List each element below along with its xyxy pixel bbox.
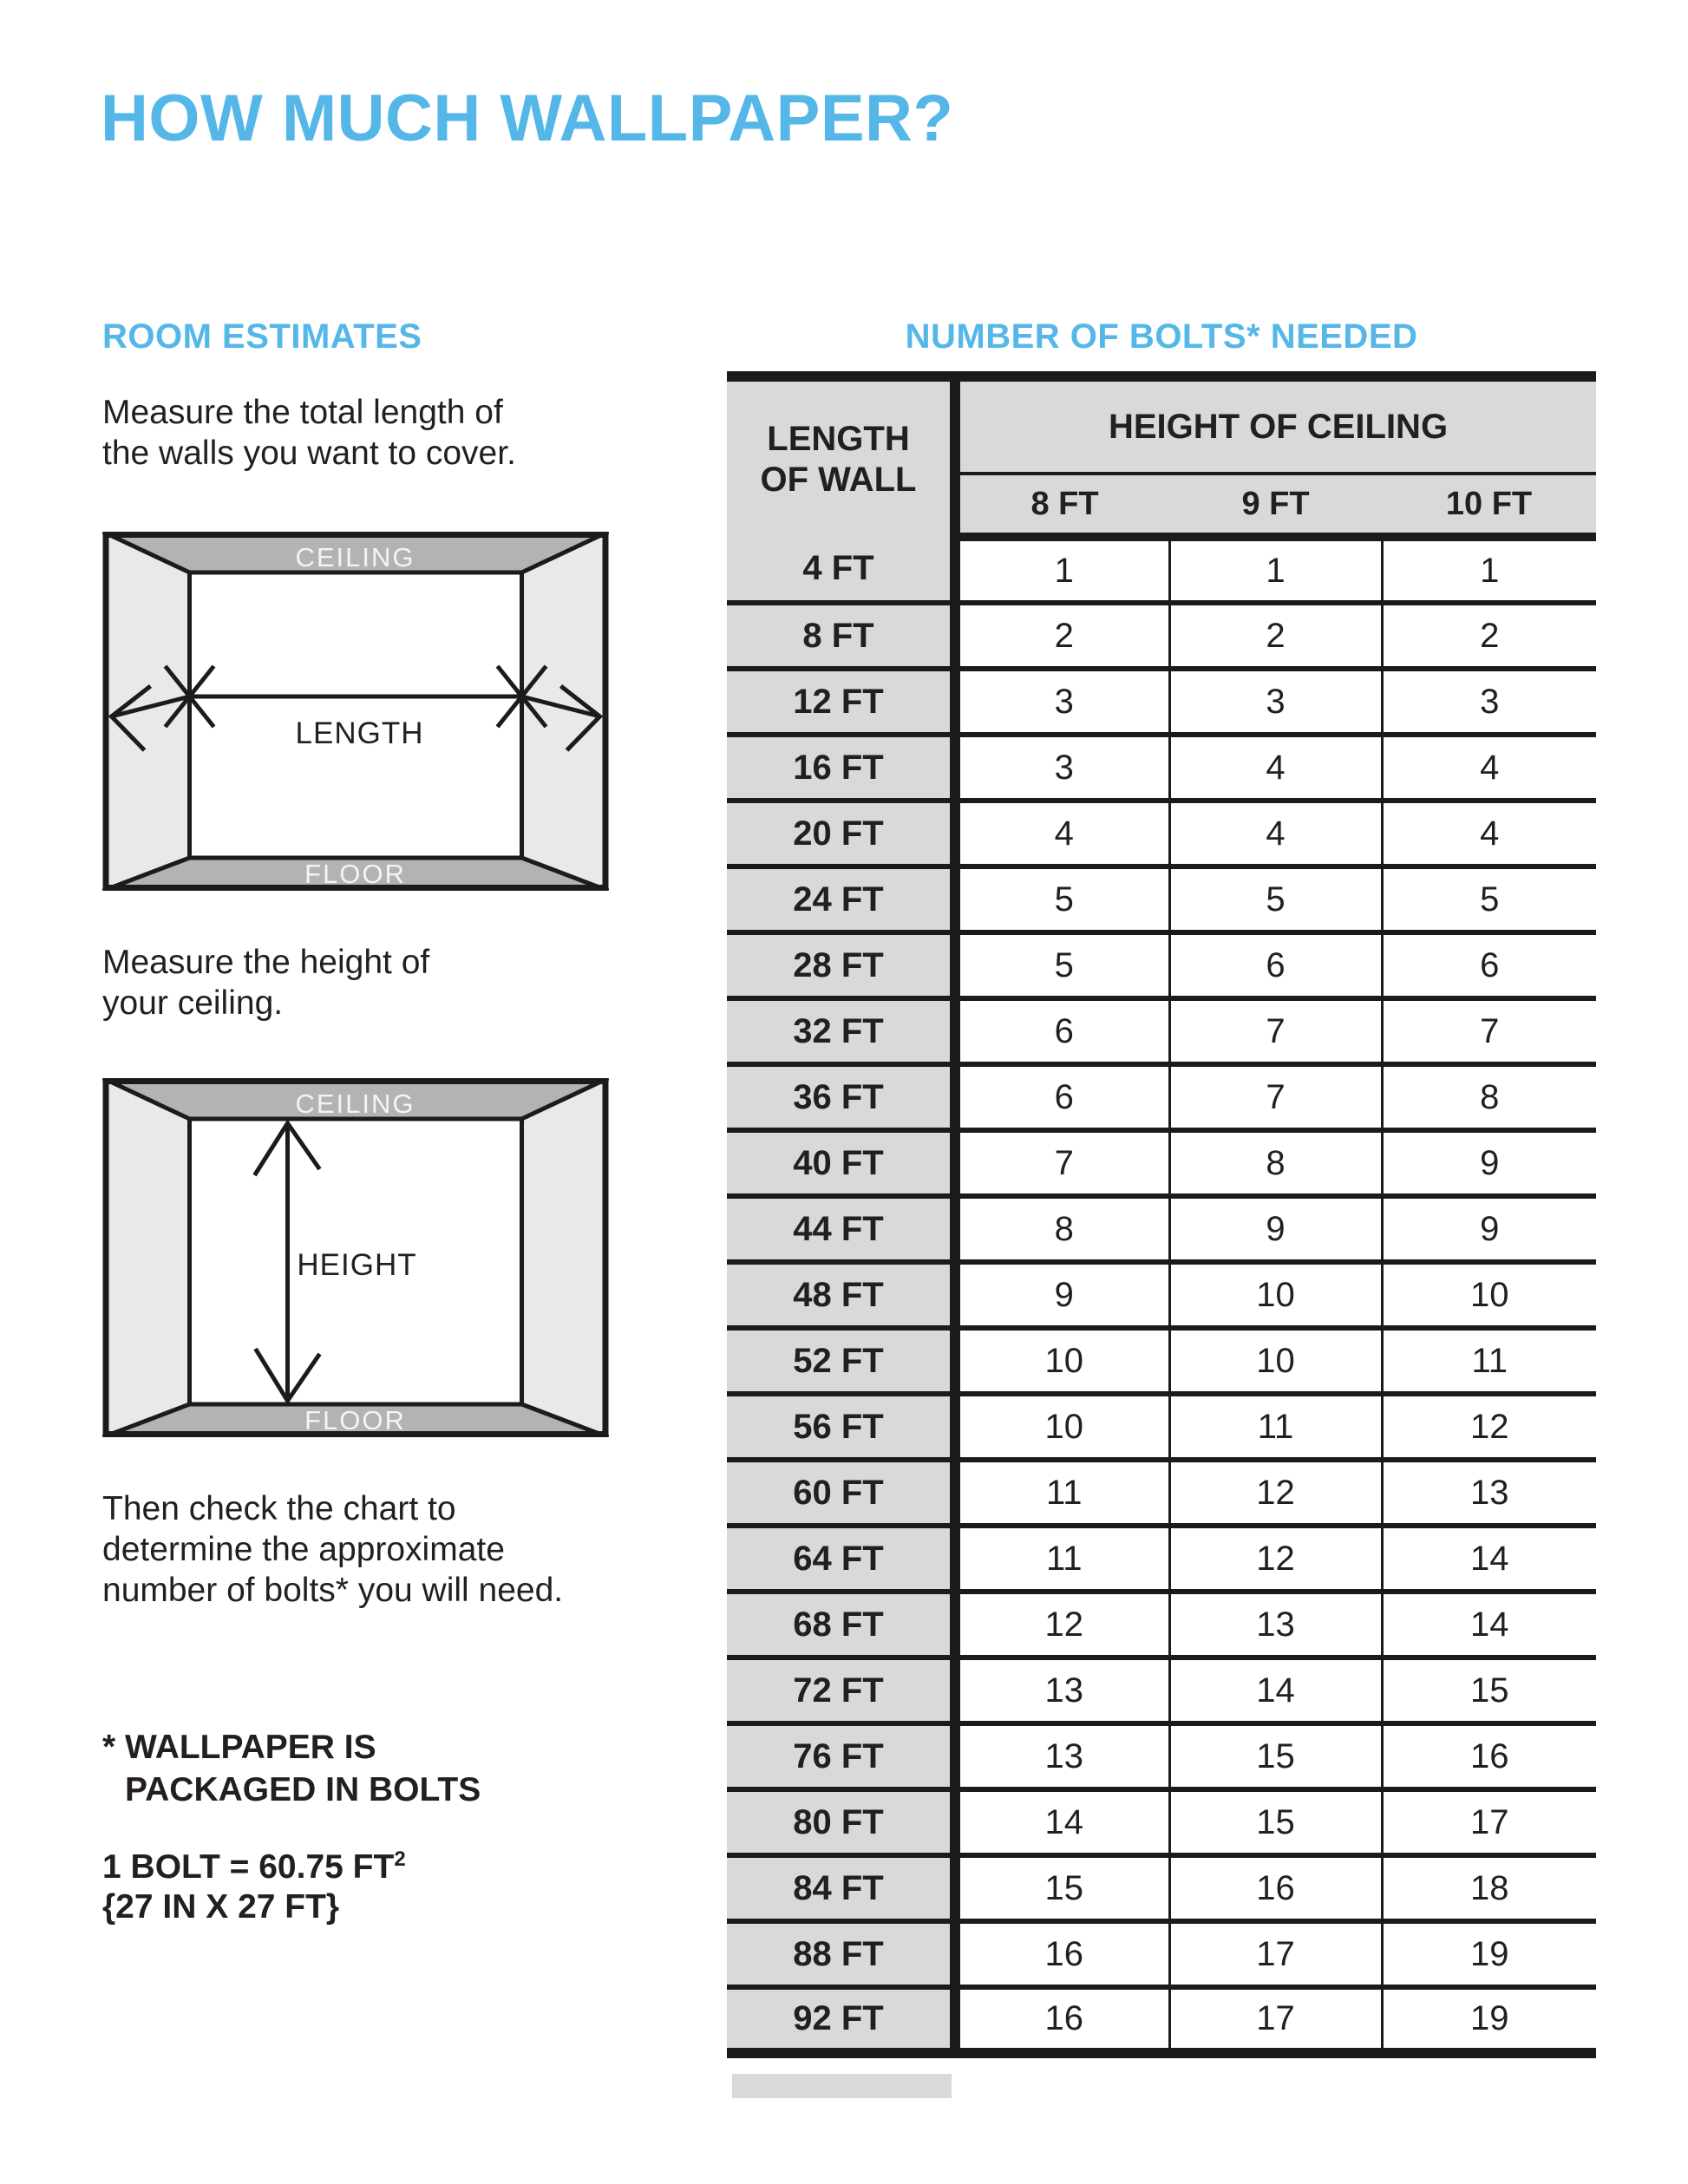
table-row: [727, 1394, 1596, 1460]
table-row: [727, 801, 1596, 866]
bolt-definition: [102, 1847, 406, 1927]
bolt-count-cell: 5: [955, 866, 1169, 932]
table-row: [727, 537, 1596, 603]
row-length-label: 24 FT: [727, 866, 955, 932]
bolt-count-cell: 1: [955, 537, 1169, 603]
footnote-line-2: PACKAGED IN BOLTS: [125, 1771, 481, 1808]
table-row: [727, 1658, 1596, 1723]
bolt-count-cell: 15: [1169, 1789, 1382, 1855]
table-row: [727, 1592, 1596, 1658]
bolt-count-cell: 1: [1169, 537, 1382, 603]
bolt-count-cell: 5: [955, 932, 1169, 998]
bolt-count-cell: 11: [955, 1460, 1169, 1526]
bolt-count-cell: 11: [1169, 1394, 1382, 1460]
table-row: [727, 998, 1596, 1064]
header-ceiling-8ft: 8 FT: [955, 474, 1169, 537]
header-ceiling-9ft: 9 FT: [1169, 474, 1382, 537]
diagram-right-wall-face: [522, 1078, 609, 1437]
bolt-count-cell: 17: [1169, 1987, 1382, 2053]
bolts-table-wrap: [727, 371, 1596, 2058]
bolt-count-cell: 13: [1169, 1592, 1382, 1658]
bolt-count-cell: 6: [955, 1064, 1169, 1130]
bolt-count-cell: 4: [955, 801, 1169, 866]
bolt-count-cell: 3: [1382, 669, 1596, 735]
room-diagram-length: [102, 532, 609, 891]
bolt-count-cell: 11: [1382, 1328, 1596, 1394]
bolt-count-cell: 18: [1382, 1855, 1596, 1921]
table-row: [727, 1723, 1596, 1789]
bolt-count-cell: 8: [1169, 1130, 1382, 1196]
instruction-step-3-line-1: Then check the chart to: [102, 1490, 456, 1527]
bolt-count-cell: 19: [1382, 1987, 1596, 2053]
bolt-count-cell: 4: [1382, 801, 1596, 866]
bolt-count-cell: 13: [1382, 1460, 1596, 1526]
row-length-label: 20 FT: [727, 801, 955, 866]
diagram-ceiling-label: CEILING: [295, 1089, 415, 1119]
bolt-count-cell: 12: [1169, 1526, 1382, 1592]
bolt-count-cell: 1: [1382, 537, 1596, 603]
table-row: [727, 1262, 1596, 1328]
bolt-count-cell: 13: [955, 1723, 1169, 1789]
diagram-floor-label: FLOOR: [304, 1405, 406, 1435]
table-row: [727, 735, 1596, 801]
bolt-count-cell: 7: [1169, 1064, 1382, 1130]
bolt-count-cell: 10: [955, 1328, 1169, 1394]
row-length-label: 84 FT: [727, 1855, 955, 1921]
instruction-step-1-line-2: the walls you want to cover.: [102, 435, 516, 472]
row-length-label: 56 FT: [727, 1394, 955, 1460]
instruction-step-3-line-3: number of bolts* you will need.: [102, 1572, 564, 1609]
bolt-count-cell: 15: [1382, 1658, 1596, 1723]
header-length-of-wall: [727, 376, 955, 537]
footnote-asterisk: *: [102, 1729, 116, 1766]
bolt-count-cell: 19: [1382, 1921, 1596, 1987]
bolt-count-cell: 15: [955, 1855, 1169, 1921]
row-length-label: 36 FT: [727, 1064, 955, 1130]
table-row: [727, 669, 1596, 735]
bolt-count-cell: 9: [955, 1262, 1169, 1328]
bolt-count-cell: 2: [1382, 603, 1596, 669]
row-length-label: 4 FT: [727, 537, 955, 603]
bolt-count-cell: 7: [955, 1130, 1169, 1196]
bolt-count-cell: 17: [1382, 1789, 1596, 1855]
instruction-step-2-line-1: Measure the height of: [102, 944, 430, 981]
row-length-label: 16 FT: [727, 735, 955, 801]
bolt-formula-exponent: 2: [394, 1847, 406, 1871]
bolt-count-cell: 2: [1169, 603, 1382, 669]
row-length-label: 32 FT: [727, 998, 955, 1064]
bolt-count-cell: 16: [1044, 1999, 1083, 2037]
bolt-count-cell: 16: [955, 1921, 1169, 1987]
bolt-dimensions-text: {27 IN X 27 FT}: [102, 1888, 340, 1926]
diagram-length-label: LENGTH: [295, 716, 424, 750]
table-row: [727, 1987, 1596, 2053]
room-diagram-height: [102, 1078, 609, 1437]
row-length-label: 48 FT: [727, 1262, 955, 1328]
header-length-of-wall-line-1: LENGTH: [767, 419, 910, 458]
instruction-step-2-line-2: your ceiling.: [102, 984, 284, 1022]
diagram-height-label: HEIGHT: [297, 1248, 417, 1282]
table-header-row-1: [727, 376, 1596, 474]
bolt-count-cell: 14: [1382, 1526, 1596, 1592]
table-row: [727, 1921, 1596, 1987]
bolt-count-cell: 4: [1169, 735, 1382, 801]
bolt-count-cell: 5: [1169, 866, 1382, 932]
bolt-count-cell: 10: [955, 1394, 1169, 1460]
table-row: [727, 1130, 1596, 1196]
bolt-formula-text: 1 BOLT = 60.75 FT: [102, 1848, 395, 1886]
diagram-ceiling-label: CEILING: [295, 542, 415, 572]
bolt-count-cell: 10: [1169, 1262, 1382, 1328]
row-length-label: 60 FT: [727, 1460, 955, 1526]
bolt-count-cell: 9: [1382, 1196, 1596, 1262]
instruction-step-3-line-2: determine the approximate: [102, 1531, 505, 1568]
bolt-count-cell: 6: [955, 998, 1169, 1064]
bolt-count-cell: 2: [955, 603, 1169, 669]
diagram-back-wall: [190, 572, 522, 858]
instruction-step-1-line-1: Measure the total length of: [102, 394, 503, 431]
bolt-count-cell: 12: [1169, 1460, 1382, 1526]
row-length-label: 72 FT: [727, 1658, 955, 1723]
bolt-count-cell: 6: [1382, 932, 1596, 998]
section-heading-room-estimates: ROOM ESTIMATES: [102, 317, 422, 356]
bolt-count-cell: 3: [955, 669, 1169, 735]
table-row: [727, 1855, 1596, 1921]
row-length-label: 12 FT: [727, 669, 955, 735]
bolt-count-cell: 17: [1169, 1921, 1382, 1987]
table-heading: NUMBER OF BOLTS* NEEDED: [905, 317, 1418, 356]
table-row: [727, 1328, 1596, 1394]
page-title: HOW MUCH WALLPAPER?: [101, 82, 954, 155]
bolt-count-cell: 8: [1382, 1064, 1596, 1130]
bolt-count-cell: 11: [955, 1526, 1169, 1592]
bolt-count-cell: 6: [1169, 932, 1382, 998]
table-row: [727, 1064, 1596, 1130]
bolt-count-cell: 7: [1382, 998, 1596, 1064]
row-length-label: 44 FT: [727, 1196, 955, 1262]
table-row: [727, 1196, 1596, 1262]
bolt-count-cell: 12: [955, 1592, 1169, 1658]
row-length-label: 80 FT: [727, 1789, 955, 1855]
bolt-count-cell: 14: [955, 1789, 1169, 1855]
bolt-count-cell: 10: [1382, 1262, 1596, 1328]
row-length-label: 52 FT: [727, 1328, 955, 1394]
bolt-count-cell: 9: [1169, 1196, 1382, 1262]
diagram-left-wall-face: [103, 1078, 190, 1437]
table-row: [727, 1460, 1596, 1526]
table-row: [727, 603, 1596, 669]
header-height-of-ceiling: HEIGHT OF CEILING: [955, 376, 1596, 474]
footnote-line-1: WALLPAPER IS: [125, 1729, 376, 1766]
bolt-count-cell: 3: [1169, 669, 1382, 735]
bolt-count-cell: 3: [955, 735, 1169, 801]
bolt-count-cell: 8: [955, 1196, 1169, 1262]
instruction-step-2: [102, 942, 429, 1023]
bolt-count-cell: 13: [955, 1658, 1169, 1723]
row-length-label: 68 FT: [727, 1592, 955, 1658]
diagram-floor-label: FLOOR: [304, 859, 406, 889]
table-row: [727, 932, 1596, 998]
row-length-label: 8 FT: [727, 603, 955, 669]
table-row: [727, 1526, 1596, 1592]
bolt-count-cell: 14: [1169, 1658, 1382, 1723]
row-length-label: 64 FT: [727, 1526, 955, 1592]
bolt-count-cell: 4: [1382, 735, 1596, 801]
bolt-count-cell: 10: [1169, 1328, 1382, 1394]
header-length-of-wall-line-2: OF WALL: [760, 460, 917, 499]
instruction-step-3: [102, 1488, 563, 1611]
table-row: [727, 866, 1596, 932]
bolt-count-cell: 14: [1382, 1592, 1596, 1658]
bolt-count-cell: 5: [1382, 866, 1596, 932]
row-length-label: 76 FT: [727, 1723, 955, 1789]
bolt-count-cell: 12: [1382, 1394, 1596, 1460]
bolt-count-cell: 16: [1382, 1723, 1596, 1789]
table-footer-tab: [732, 2074, 952, 2098]
header-ceiling-10ft: 10 FT: [1382, 474, 1596, 537]
row-length-label: 28 FT: [727, 932, 955, 998]
bolt-count-cell: 7: [1169, 998, 1382, 1064]
row-length-label: 92 FT: [727, 1987, 955, 2053]
bolt-count-cell: 16: [1169, 1855, 1382, 1921]
instruction-step-1: [102, 392, 516, 474]
bolt-count-cell: 9: [1382, 1130, 1596, 1196]
footnote-wallpaper-bolts: [102, 1726, 481, 1811]
bolts-table: [727, 371, 1596, 2058]
row-length-label: 88 FT: [727, 1921, 955, 1987]
bolt-count-cell: 4: [1169, 801, 1382, 866]
row-length-label: 40 FT: [727, 1130, 955, 1196]
bolt-count-cell: 15: [1169, 1723, 1382, 1789]
bolts-table-body: [727, 537, 1596, 2053]
table-row: [727, 1789, 1596, 1855]
